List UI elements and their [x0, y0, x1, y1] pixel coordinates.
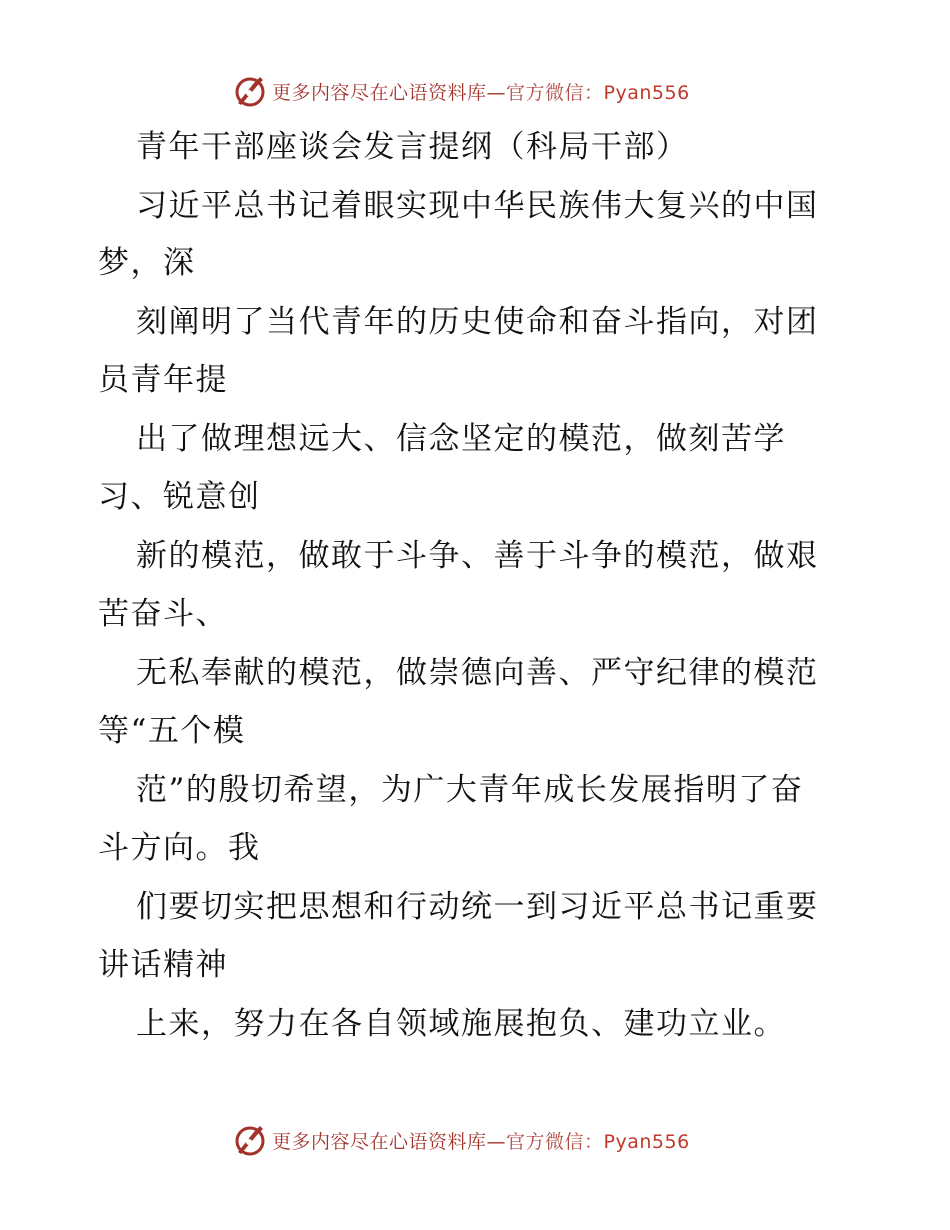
paragraph-line: 们要切实把思想和行动统一到习近平总书记重要: [136, 889, 819, 925]
paragraph-line: 梦，深: [98, 245, 196, 281]
paragraph-line: 斗方向。我: [98, 830, 261, 866]
pen-logo-icon: [232, 1122, 268, 1158]
banner-wechat-label: 官方微信：: [506, 1130, 604, 1153]
paragraph-line: 刻阐明了当代青年的历史使命和奋斗指向，对团: [136, 304, 819, 340]
pen-logo-icon: [232, 73, 268, 109]
footer-banner: [232, 1120, 690, 1160]
banner-text: [272, 78, 690, 105]
banner-main-text: 更多内容尽在心语资料库: [272, 1130, 487, 1153]
paragraph-line: 新的模范，做敢于斗争、善于斗争的模范，做艰: [136, 538, 819, 574]
paragraph-line: 等“五个模: [98, 713, 246, 749]
paragraph-line: 范”的殷切希望，为广大青年成长发展指明了奋: [136, 772, 804, 808]
paragraph-line: 上来，努力在各自领域施展抱负、建功立业。: [136, 1006, 786, 1042]
paragraph-line: 讲话精神: [98, 947, 228, 983]
paragraph-line: 习近平总书记着眼实现中华民族伟大复兴的中国: [136, 188, 819, 224]
banner-text: [272, 1127, 690, 1154]
header-banner: [232, 71, 690, 111]
paragraph-line: 出了做理想远大、信念坚定的模范，做刻苦学: [136, 421, 786, 457]
banner-main-text: 更多内容尽在心语资料库: [272, 81, 487, 104]
paragraph-line: 员青年提: [98, 362, 228, 398]
paragraph-line: 无私奉献的模范，做崇德向善、严守纪律的模范: [136, 655, 819, 691]
banner-wechat-id: Pyan556: [603, 81, 690, 104]
banner-wechat-id: Pyan556: [603, 1130, 690, 1153]
banner-dash: —: [486, 81, 507, 104]
banner-dash: —: [486, 1130, 507, 1153]
paragraph-line: 苦奋斗、: [98, 596, 228, 632]
document-title: 青年干部座谈会发言提纲（科局干部）: [136, 129, 689, 165]
banner-wechat-label: 官方微信：: [506, 81, 604, 104]
paragraph-line: 习、锐意创: [98, 479, 261, 515]
